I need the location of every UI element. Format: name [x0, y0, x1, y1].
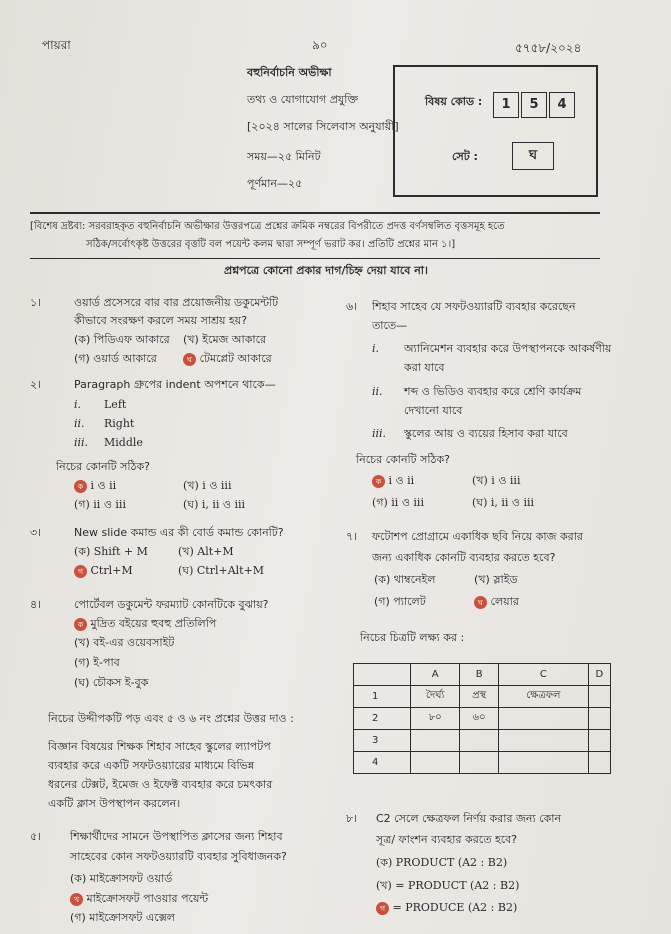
- option-b: (খ) Alt+M: [178, 545, 234, 558]
- option-b: (খ) i ও iii: [472, 474, 521, 487]
- stem-line: ব্যবহার করে একটি সফটওয়্যারের মাধ্যমে বিভিন্ন: [48, 759, 255, 772]
- table-cell: প্রস্থ: [460, 686, 498, 708]
- option-b: খ মাইক্রোসফট পাওয়ার পয়েন্ট: [70, 892, 208, 906]
- table-row: [354, 730, 611, 752]
- table-cell: [460, 752, 498, 774]
- answer-mark: গ: [74, 565, 87, 578]
- statement-number: iii.: [372, 427, 387, 440]
- instruction-line-1: [বিশেষ দ্রষ্টব্য: সরবরাহকৃত বহুনির্বাচনি অভীক্ষার উত্তরপত্রে প্রশ্নের ক্রমিক নম্বরের বিপরীতে প্রদত্ত বর্ণসম্বলিত বৃত্তসমূহ হতে: [30, 221, 505, 232]
- question-text: জন্য একাধিক কোনটি ব্যবহার করতে হবে?: [372, 551, 556, 564]
- option-b: (খ) = PRODUCT (A2 : B2): [376, 879, 520, 892]
- table-cell: ৮০: [411, 708, 460, 730]
- answer-mark: ঘ: [474, 596, 487, 609]
- statement-text: স্কুলের আয় ও ব্যয়ের হিসাব করা যাবে: [404, 427, 568, 440]
- question-text: পোর্টেবল ডকুমেন্ট ফরম্যাট কোনটিকে বুঝায়?: [74, 598, 269, 611]
- table-cell: 4: [354, 752, 411, 774]
- question-number: ২।: [30, 378, 42, 391]
- option-c: (গ) ii ও iii: [74, 498, 126, 511]
- table-cell: 1: [354, 686, 411, 708]
- subject-code-label: বিষয় কোড :: [425, 95, 483, 108]
- question-text: ফটোশপ প্রোগ্রামে একাধিক ছবি নিয়ে কাজ করার: [372, 530, 583, 543]
- table-cell: [498, 708, 588, 730]
- which-correct: নিচের কোনটি সঠিক?: [56, 460, 150, 473]
- statement-text: করা যাবে: [404, 361, 445, 374]
- option-a: ক মুদ্রিত বইয়ের হুবহু প্রতিলিপি: [74, 617, 216, 631]
- exam-time: সময়—২৫ মিনিট: [247, 150, 321, 163]
- divider: [30, 258, 600, 259]
- table-title: নিচের চিত্রটি লক্ষ্য কর :: [360, 631, 465, 644]
- answer-mark: গ: [376, 902, 389, 915]
- table-row: [354, 664, 611, 686]
- statement-text: অ্যানিমেশন ব্যবহার করে উপস্থাপনকে আকর্ষণীয়: [404, 342, 612, 355]
- statement-text: Left: [104, 398, 127, 411]
- subject-code-box: [393, 65, 598, 197]
- subject-code-digit: 4: [549, 92, 575, 118]
- table-cell: [354, 664, 411, 686]
- table-header: C: [498, 664, 588, 686]
- option-b: (খ) ইমেজ আকারে: [183, 333, 267, 346]
- option-c: (গ) মাইক্রোসফট এক্সেল: [70, 911, 175, 924]
- option-d: ঘ টেমপ্লেট আকারে: [183, 352, 272, 366]
- stem-line: ধরনের টেক্সট, ইমেজ ও ইফেক্ট ব্যবহার করে চমৎকার: [48, 778, 273, 791]
- statement-number: i.: [74, 398, 82, 411]
- table-cell: [411, 730, 460, 752]
- answer-mark: খ: [70, 893, 83, 906]
- question-text: সাহেবের কোন সফটওয়্যারটি ব্যবহার সুবিধাজনক?: [70, 850, 287, 863]
- table-header: A: [411, 664, 460, 686]
- option-a: (ক) Shift + M: [74, 545, 148, 558]
- option-b: (খ) i ও iii: [183, 479, 232, 492]
- question-text: সূত্র/ ফাংশন ব্যবহার করতে হবে?: [376, 833, 518, 846]
- table-cell: [498, 730, 588, 752]
- option-d: (ঘ) চৌকস ই-বুক: [74, 676, 149, 689]
- question-text: কীভাবে সংরক্ষণ করলে সময় সাশ্রয় হয়?: [74, 314, 248, 327]
- set-label: সেট :: [452, 150, 478, 163]
- table-cell: [588, 708, 610, 730]
- table-cell: দৈর্ঘ্য: [411, 686, 460, 708]
- table-header: D: [588, 664, 610, 686]
- option-a: (ক) মাইক্রোসফট ওয়ার্ড: [70, 872, 173, 885]
- question-text: তাতে—: [372, 319, 408, 332]
- option-a: (ক) থাম্বনেইল: [374, 573, 436, 586]
- option-a: (ক) PRODUCT (A2 : B2): [376, 856, 508, 869]
- stem-title: নিচের উদ্দীপকটি পড় এবং ৫ ও ৬ নং প্রশ্নের উত্তর দাও :: [48, 712, 294, 725]
- option-d: ঘ লেয়ার: [474, 595, 519, 609]
- option-c: (গ) ই-পাব: [74, 656, 120, 669]
- spreadsheet-table: [353, 663, 611, 774]
- option-b: (খ) স্লাইড: [474, 573, 518, 586]
- page-number: ৯০: [312, 38, 328, 52]
- syllabus-note: [২০২৪ সালের সিলেবাস অনুযায়ী]: [247, 120, 399, 133]
- question-text: শিহাব সাহেব যে সফটওয়্যারটি ব্যবহার করেছেন: [372, 300, 576, 313]
- option-d: (ঘ) i, ii ও iii: [183, 498, 246, 511]
- question-number: ৫।: [30, 830, 42, 843]
- stem-line: বিজ্ঞান বিষয়ের শিক্ষক শিহাব সাহেব স্কুলের ল্যাপটপ: [48, 740, 271, 753]
- statement-text: দেখানো যাবে: [404, 404, 463, 417]
- statement-number: iii.: [74, 436, 89, 449]
- answer-mark: ক: [74, 480, 87, 493]
- table-cell: ক্ষেত্রফল: [498, 686, 588, 708]
- table-cell: [411, 752, 460, 774]
- table-header: B: [460, 664, 498, 686]
- question-text: C2 সেলে ক্ষেত্রফল নির্ণয় করার জন্য কোন: [376, 812, 562, 825]
- statement-number: ii.: [74, 417, 85, 430]
- table-cell: [588, 686, 610, 708]
- table-row: [354, 708, 611, 730]
- option-d: (ঘ) Ctrl+Alt+M: [178, 564, 265, 577]
- table-cell: [498, 752, 588, 774]
- answer-mark: ঘ: [183, 353, 196, 366]
- school-name: পায়রা: [42, 38, 71, 52]
- table-cell: 2: [354, 708, 411, 730]
- statement-text: শব্দ ও ভিডিও ব্যবহার করে শ্রেণি কার্যক্রম: [404, 385, 582, 398]
- option-c: গ Ctrl+M: [74, 564, 133, 578]
- question-number: ৩।: [30, 526, 42, 539]
- subject-code-digit: 5: [521, 92, 547, 118]
- set-value: ঘ: [512, 142, 554, 170]
- which-correct: নিচের কোনটি সঠিক?: [356, 453, 450, 466]
- question-text: Paragraph গ্রুপের indent অপশনে থাকে—: [74, 378, 276, 391]
- stem-line: একটি ক্লাস উপস্থাপন করলেন।: [48, 797, 181, 810]
- question-text: New slide কমান্ড এর কী বোর্ড কমান্ড কোনটি?: [74, 526, 284, 539]
- option-c: (গ) প্যালেট: [374, 595, 426, 608]
- option-a: (ক) পিডিএফ আকারে: [74, 333, 170, 346]
- divider: [30, 212, 600, 214]
- answer-mark: ক: [372, 475, 385, 488]
- statement-number: i.: [372, 342, 380, 355]
- instruction-line-2: সঠিক/সর্বোৎকৃষ্ট উত্তরের বৃত্তটি বল পয়েন্ট কলম দ্বারা সম্পূর্ণ ভরাট কর। প্রতিটি প্রশ্নের মান ১।]: [86, 239, 456, 250]
- warning-note: প্রশ্নপত্রে কোনো প্রকার দাগ/চিহ্ন দেয়া যাবে না।: [224, 264, 428, 277]
- option-c: (গ) ii ও iii: [372, 496, 424, 509]
- option-d: (ঘ) i, ii ও iii: [472, 496, 535, 509]
- option-c: গ = PRODUCE (A2 : B2): [376, 901, 517, 915]
- table-row: [354, 752, 611, 774]
- table-cell: 3: [354, 730, 411, 752]
- exam-title: বহুনির্বাচনি অভীক্ষা: [247, 66, 332, 79]
- question-number: ১।: [30, 296, 42, 309]
- question-number: ৭।: [346, 530, 358, 543]
- full-marks: পূর্ণমান—২৫: [247, 177, 303, 190]
- paper-code: ৫৭৫৮/২০২৪: [515, 41, 582, 55]
- table-cell: [588, 730, 610, 752]
- question-text: শিক্ষার্থীদের সামনে উপস্থাপিত ক্লাসের জন্য শিহাব: [70, 830, 283, 843]
- option-b: (খ) বই-এর ওয়েবসাইট: [74, 636, 175, 649]
- question-number: ৪।: [30, 598, 42, 611]
- table-cell: ৬০: [460, 708, 498, 730]
- statement-text: Middle: [104, 436, 143, 449]
- subject-name: তথ্য ও যোগাযোগ প্রযুক্তি: [247, 93, 359, 106]
- answer-mark: ক: [74, 618, 87, 631]
- statement-text: Right: [104, 417, 135, 430]
- question-text: ওয়ার্ড প্রসেসরে বার বার প্রয়োজনীয় ডকুমেন্টটি: [74, 296, 279, 309]
- option-c: (গ) ওয়ার্ড আকারে: [74, 352, 157, 365]
- statement-number: ii.: [372, 385, 383, 398]
- question-number: ৮।: [346, 812, 358, 825]
- subject-code-digit: 1: [493, 92, 519, 118]
- option-a: ক i ও ii: [372, 474, 414, 488]
- table-cell: [588, 752, 610, 774]
- question-number: ৬।: [346, 300, 358, 313]
- table-row: [354, 686, 611, 708]
- table-cell: [460, 730, 498, 752]
- option-a: ক i ও ii: [74, 479, 116, 493]
